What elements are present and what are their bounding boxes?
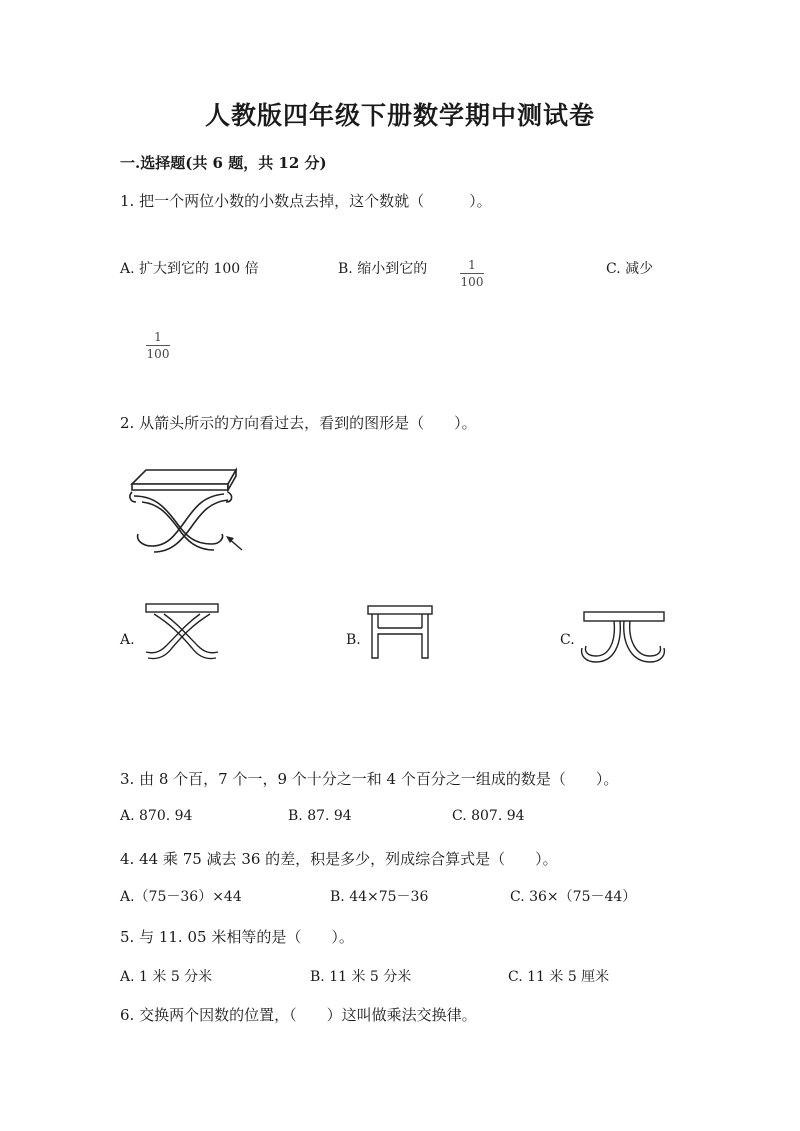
question-5-option-a: A. 1 米 5 分米 [120,969,213,985]
question-2-stem: 2. 从箭头所示的方向看过去，看到的图形是（ ）。 [120,414,477,432]
question-1-option-b-fraction [460,254,484,289]
question-1-option-b: B. 缩小到它的 [338,261,428,277]
question-4-stem: 4. 44 乘 75 减去 36 的差，积是多少，列成综合算式是（ ）。 [120,850,558,868]
question-3-stem: 3. 由 8 个百，7 个一，9 个十分之一和 4 个百分之一组成的数是（ ）。 [120,770,619,788]
question-4-option-c: C. 36×（75－44） [510,889,637,905]
fraction-numerator: 1 [154,330,162,344]
stool-figure [124,462,254,562]
option-b-figure [366,604,436,662]
question-4-option-a: A.（75－36）×44 [120,889,242,905]
question-3-option-b: B. 87. 94 [288,808,352,824]
question-2-option-a-label: A. [120,632,135,648]
page-title: 人教版四年级下册数学期中测试卷 [204,101,595,130]
question-1-option-c-fraction [146,326,170,361]
question-2-option-b-label: B. [346,632,361,648]
question-5-stem: 5. 与 11. 05 米相等的是（ ）。 [120,928,354,946]
question-4-option-b: B. 44×75－36 [330,889,429,905]
question-5-option-b: B. 11 米 5 分米 [310,969,412,985]
option-a-figure [140,600,224,666]
question-3-option-a: A. 870. 94 [120,808,193,824]
question-2-option-c-label: C. [560,632,575,648]
question-6-stem: 6. 交换两个因数的位置，（ ）这叫做乘法交换律。 [120,1006,477,1024]
fraction-bar [146,345,170,346]
fraction-denominator: 100 [146,347,170,361]
fraction-denominator: 100 [460,275,484,289]
fraction-bar [460,273,484,274]
fraction-numerator: 1 [468,258,476,272]
section-heading: 一.选择题(共 6 题，共 12 分) [120,154,327,172]
option-c-figure [580,610,670,664]
question-1-stem: 1. 把一个两位小数的小数点去掉，这个数就（ ）。 [120,192,492,210]
question-5-option-c: C. 11 米 5 厘米 [508,969,610,985]
question-1-option-a: A. 扩大到它的 100 倍 [120,261,259,277]
question-3-option-c: C. 807. 94 [452,808,525,824]
question-1-option-c: C. 减少 [606,261,654,277]
